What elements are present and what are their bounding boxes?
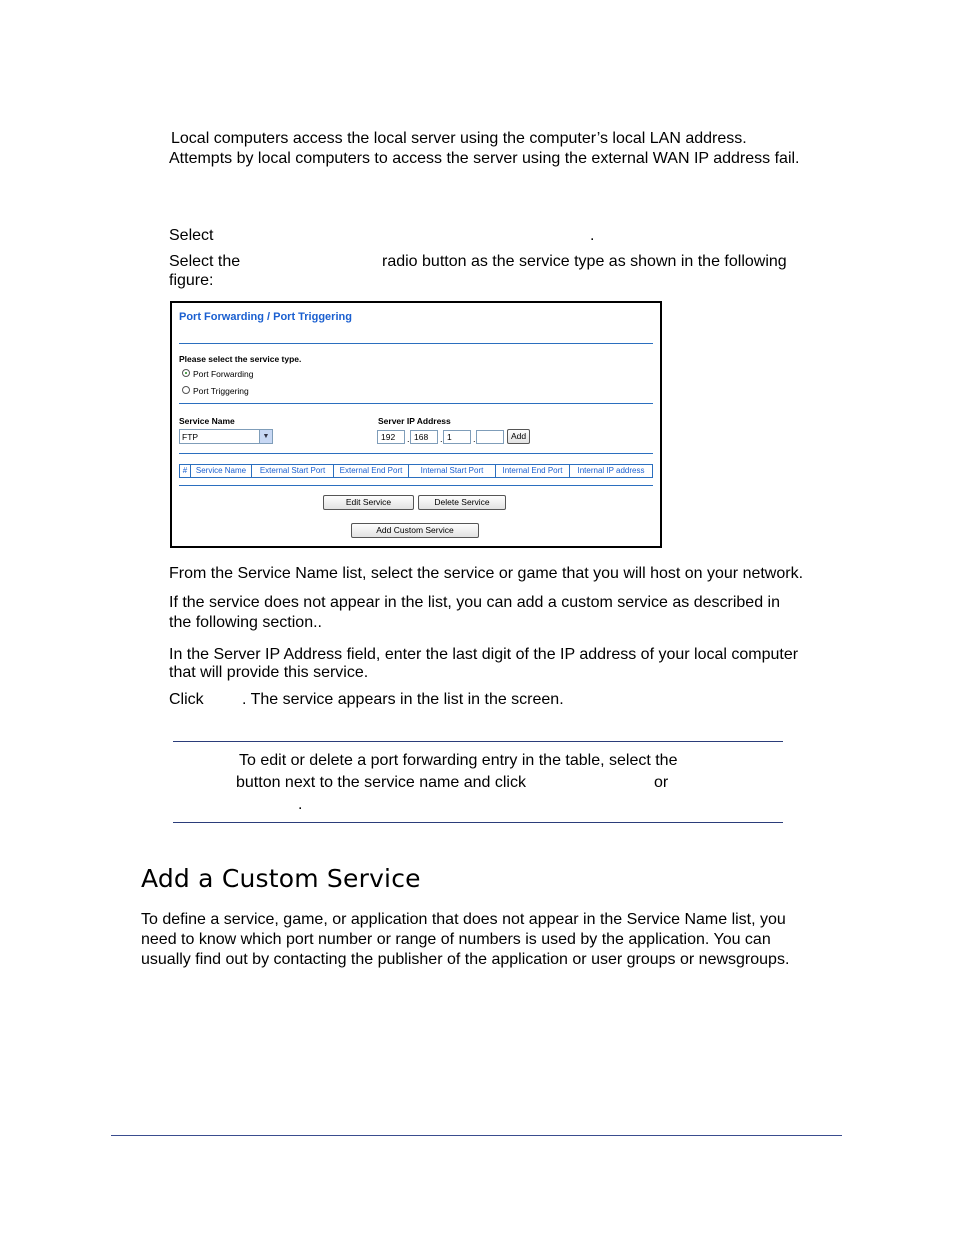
- services-table-header: [179, 464, 653, 478]
- col-internal-start-port: Internal Start Port: [409, 465, 496, 477]
- add-button[interactable]: Add: [507, 429, 530, 444]
- divider: [179, 485, 653, 486]
- add-custom-service-button[interactable]: Add Custom Service: [351, 523, 479, 538]
- col-internal-ip-address: Internal IP address: [577, 466, 645, 475]
- step-radio-middle: radio button as the service type as shown in the following: [382, 253, 787, 270]
- ip-octet-1[interactable]: 192: [377, 430, 405, 444]
- para-custom-line-1: To define a service, game, or application that does not appear in the Service Name list, you: [141, 911, 786, 928]
- para-ip-line-2: that will provide this service.: [169, 664, 369, 681]
- note-line-2a: button next to the service name and click: [236, 774, 526, 791]
- divider: [179, 403, 653, 404]
- step-radio-prefix: Select the: [169, 253, 241, 270]
- note-top-rule: [173, 741, 783, 742]
- note-line-2b: or: [654, 774, 669, 791]
- chevron-down-icon[interactable]: ▼: [259, 430, 272, 443]
- note-line-3: .: [298, 796, 303, 813]
- intro-line-1: Local computers access the local server using the computer’s local LAN address.: [171, 130, 747, 147]
- port-forwarding-screenshot: [170, 301, 662, 548]
- step-select-suffix: .: [590, 227, 595, 244]
- intro-line-2: Attempts by local computers to access the server using the external WAN IP address fail.: [169, 150, 800, 167]
- server-ip-label: Server IP Address: [378, 416, 451, 426]
- port-triggering-radio[interactable]: [182, 386, 190, 394]
- service-name-select[interactable]: [179, 429, 273, 444]
- ip-octet-2[interactable]: 168: [410, 430, 438, 444]
- col-external-start-port: External Start Port: [252, 465, 334, 477]
- col-service-name: Service Name: [191, 465, 252, 477]
- service-name-value: FTP: [182, 432, 199, 442]
- ip-dot: .: [407, 434, 410, 444]
- note-line-1: To edit or delete a port forwarding entry in the table, select the: [239, 752, 678, 769]
- service-name-label: Service Name: [179, 416, 235, 426]
- port-forwarding-label: Port Forwarding: [193, 369, 254, 379]
- step-click-prefix: Click: [169, 691, 204, 708]
- ip-dot: .: [440, 434, 443, 444]
- ip-octet-3[interactable]: 1: [443, 430, 471, 444]
- section-heading: Add a Custom Service: [141, 864, 421, 893]
- port-forwarding-radio[interactable]: [182, 369, 190, 377]
- step-select-prefix: Select: [169, 227, 214, 244]
- para-from: From the Service Name list, select the service or game that you will host on your network.: [169, 565, 804, 582]
- delete-service-button[interactable]: Delete Service: [418, 495, 506, 510]
- port-triggering-label: Port Triggering: [193, 386, 249, 396]
- col-number: #: [180, 465, 191, 477]
- screenshot-title: Port Forwarding / Port Triggering: [179, 311, 352, 323]
- note-bottom-rule: [173, 822, 783, 823]
- col-external-end-port: External End Port: [334, 465, 409, 477]
- col-internal-end-port: Internal End Port: [496, 465, 570, 477]
- step-click-suffix: . The service appears in the list in the screen.: [242, 691, 564, 708]
- divider: [179, 343, 653, 344]
- para-custom-line-3: usually find out by contacting the publisher of the application or user groups or newsgroups.: [141, 951, 790, 968]
- para-if-line-1: If the service does not appear in the list, you can add a custom service as described in: [169, 594, 780, 611]
- para-ip-line-1: In the Server IP Address field, enter the last digit of the IP address of your local computer: [169, 646, 799, 663]
- divider: [179, 453, 653, 454]
- service-type-prompt: Please select the service type.: [179, 354, 302, 364]
- para-if-line-2: the following section..: [169, 614, 322, 631]
- footer-rule: [111, 1135, 842, 1136]
- ip-dot: .: [473, 434, 476, 444]
- ip-octet-4[interactable]: [476, 430, 504, 444]
- edit-service-button[interactable]: Edit Service: [323, 495, 414, 510]
- para-custom-line-2: need to know which port number or range of numbers is used by the application. You can: [141, 931, 771, 948]
- step-radio-line2: figure:: [169, 272, 214, 289]
